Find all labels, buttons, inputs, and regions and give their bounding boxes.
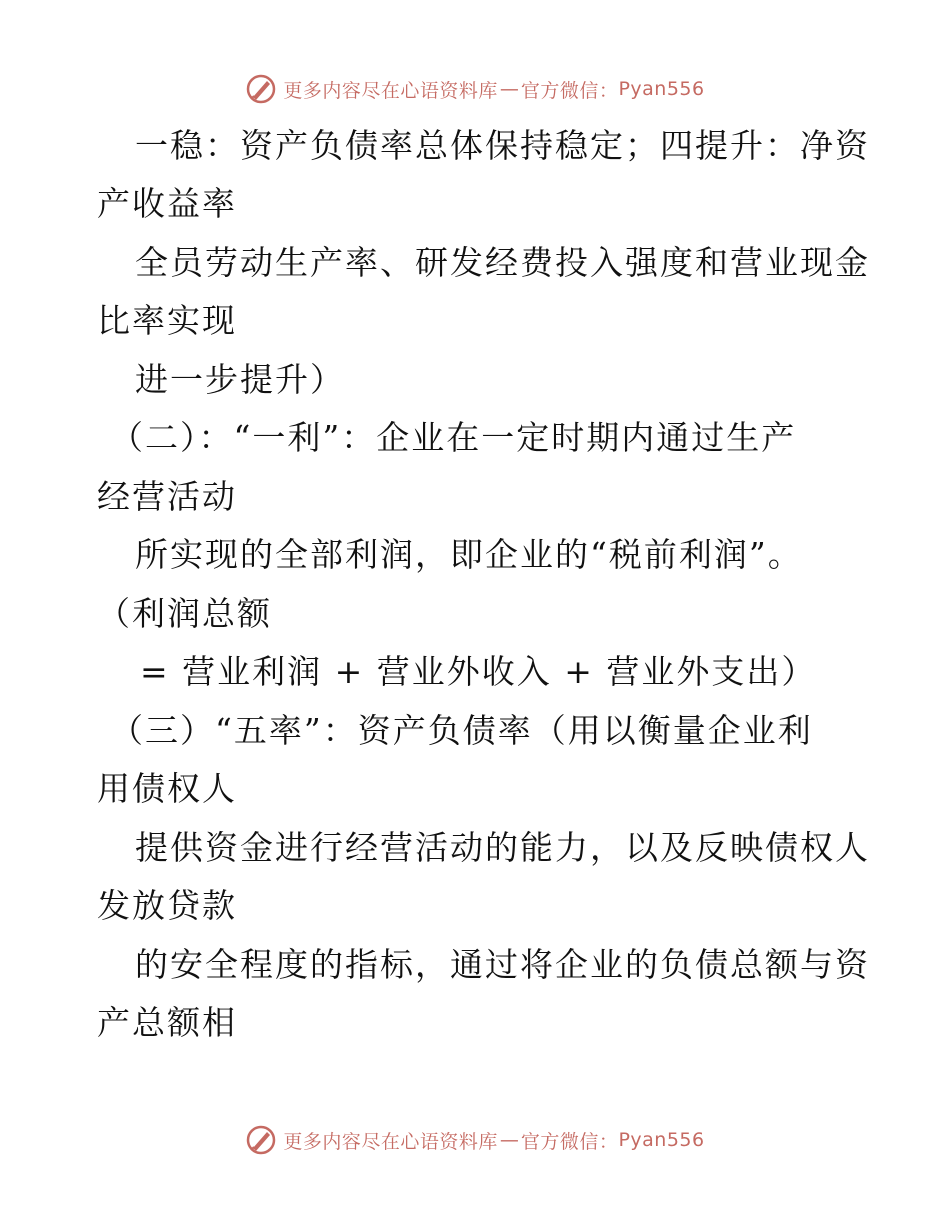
watermark-title: 更多内容尽在心语资料库 — [283, 1130, 498, 1153]
text-line: 比率实现 — [97, 301, 237, 340]
watermark-wechat-label: 官方微信： — [520, 79, 619, 102]
text-line: 发放贷款 — [97, 886, 237, 925]
quill-logo-icon — [245, 1124, 277, 1156]
text-line: 经营活动 — [97, 477, 237, 516]
text-line: 所实现的全部利润，即企业的“税前利润”。 — [135, 535, 803, 574]
footer-watermark — [0, 1120, 950, 1160]
watermark-wechat-id: Pyan556 — [618, 78, 705, 100]
watermark-separator: — — [499, 78, 519, 100]
text-line: 产总额相 — [97, 1003, 237, 1042]
watermark-separator: — — [499, 1129, 519, 1151]
text-line: （二）：“一利”：企业在一定时期内通过生产 — [110, 418, 797, 457]
text-line: 进一步提升） — [135, 360, 345, 399]
watermark-wechat-id: Pyan556 — [618, 1129, 705, 1151]
text-line: 全员劳动生产率、研发经费投入强度和营业现金 — [135, 243, 870, 282]
text-line: 一稳：资产负债率总体保持稳定；四提升：净资 — [135, 126, 870, 165]
text-line: 的安全程度的指标，通过将企业的负债总额与资 — [135, 945, 870, 984]
text-line: 用债权人 — [97, 769, 237, 808]
text-line: = 营业利润 + 营业外收入 + 营业外支出） — [140, 652, 817, 691]
text-line: 提供资金进行经营活动的能力，以及反映债权人 — [135, 828, 870, 867]
text-line: （三）“五率”：资产负债率（用以衡量企业利 — [110, 711, 813, 750]
text-line: 产收益率 — [97, 184, 237, 223]
watermark-wechat-label: 官方微信： — [520, 1130, 619, 1153]
text-line: （利润总额 — [97, 594, 272, 633]
watermark-title: 更多内容尽在心语资料库 — [283, 79, 498, 102]
